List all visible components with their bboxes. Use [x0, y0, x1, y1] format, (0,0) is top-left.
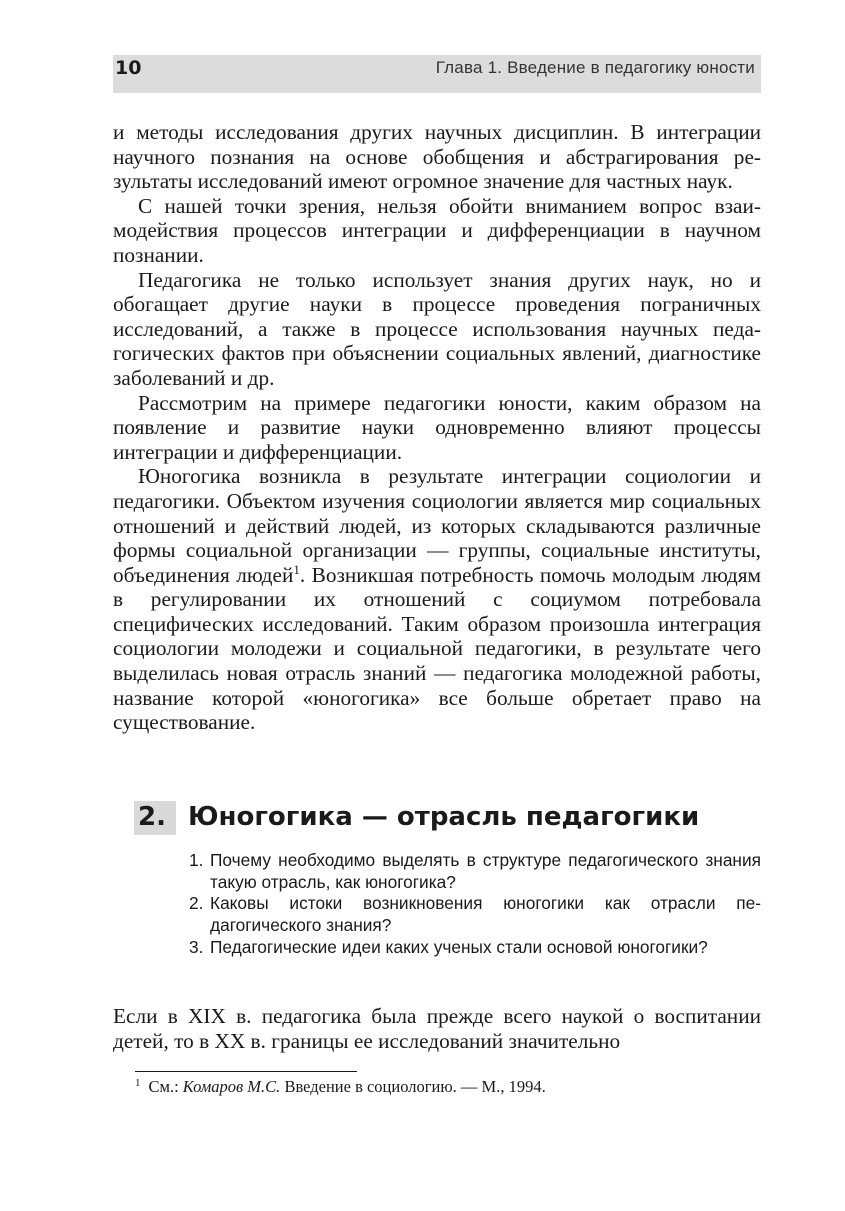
question-item: [186, 937, 761, 959]
question-number: 1.: [189, 850, 204, 870]
paragraph: Если в XIX в. педагогика была прежде всего наукой о воспитании детей, то в XX в. границы ее исследований значительно: [113, 1004, 761, 1053]
paragraph: Рассмотрим на примере педагогики юности, каким образом на появление и развитие науки одновременно влияют процессы интеграции и дифференциации.: [113, 390, 761, 464]
paragraph-with-footnote: [113, 464, 761, 735]
footnote-prefix: См.:: [148, 1077, 179, 1096]
section-title: Юногогика — отрасль педагогики: [188, 802, 700, 832]
footnote-reference[interactable]: 1: [293, 561, 300, 577]
running-title: Глава 1. Введение в педагогику юности: [435, 58, 755, 77]
paragraph: С нашей точки зрения, нельзя обойти вниманием вопрос взаимодействия процессов интеграции и дифференциации в научном познании.: [113, 193, 761, 267]
section-number: 2.: [138, 802, 166, 832]
question-text: Почему необходимо выделять в структуре педагогического знания такую отрасль, как юногогика?: [210, 850, 761, 892]
section-text: [113, 1004, 761, 1053]
question-number: 3.: [189, 936, 204, 957]
footnote: [135, 1077, 546, 1097]
footnote-citation: Введение в социологию. — М., 1994.: [284, 1077, 546, 1096]
paragraph: Педагогика не только использует знания других наук, но и обогащает другие науки в процессе проведения пограничных исследований, а также в процессе использования научных педагогических фактов при объяснении социальных явлений, диагностике заболеваний и др.: [113, 267, 761, 390]
paragraph: и методы исследования других научных дисциплин. В интеграции научного познания на основе обобщения и абстрагирования результаты исследований имеют огромное значение для частных наук.: [113, 120, 761, 194]
question-text: Педагогические идеи каких ученых стали основой юногогики?: [210, 936, 708, 957]
running-header: [113, 55, 761, 93]
review-questions: [186, 850, 761, 959]
question-text: Каковы истоки возникновения юногогики как отрасли педагогического знания?: [210, 893, 761, 936]
paragraph-text: . Возникшая потребность помочь молодым людям в регулировании их отношений с социумом потребовала специфических исследований. Таким образом произошла интеграция социологии молодежи и социальной педагогики, в результате чего выделилась новая отрасль знаний — педагогика молодежной работы, название которой «юногогика» все больше обретает право на существование.: [113, 562, 761, 735]
footnote-divider: [135, 1071, 357, 1072]
main-text: [113, 120, 761, 735]
section-heading: [134, 801, 774, 837]
footnote-author: Комаров М.С.: [182, 1077, 281, 1096]
question-item: [186, 893, 761, 936]
footnote-mark: 1: [135, 1077, 141, 1089]
question-item: [186, 850, 761, 893]
page-number: 10: [115, 57, 142, 79]
section-number-box: [134, 801, 176, 835]
paragraph-text: Юногогика возникла в результате интеграции социологии и педагогики. Объектом изучения социологии является мир социальных отношений и действий людей, из которых складываются различные формы социальной организации — группы, социальные институты, объединения людей: [113, 464, 761, 587]
question-number: 2.: [189, 893, 204, 914]
